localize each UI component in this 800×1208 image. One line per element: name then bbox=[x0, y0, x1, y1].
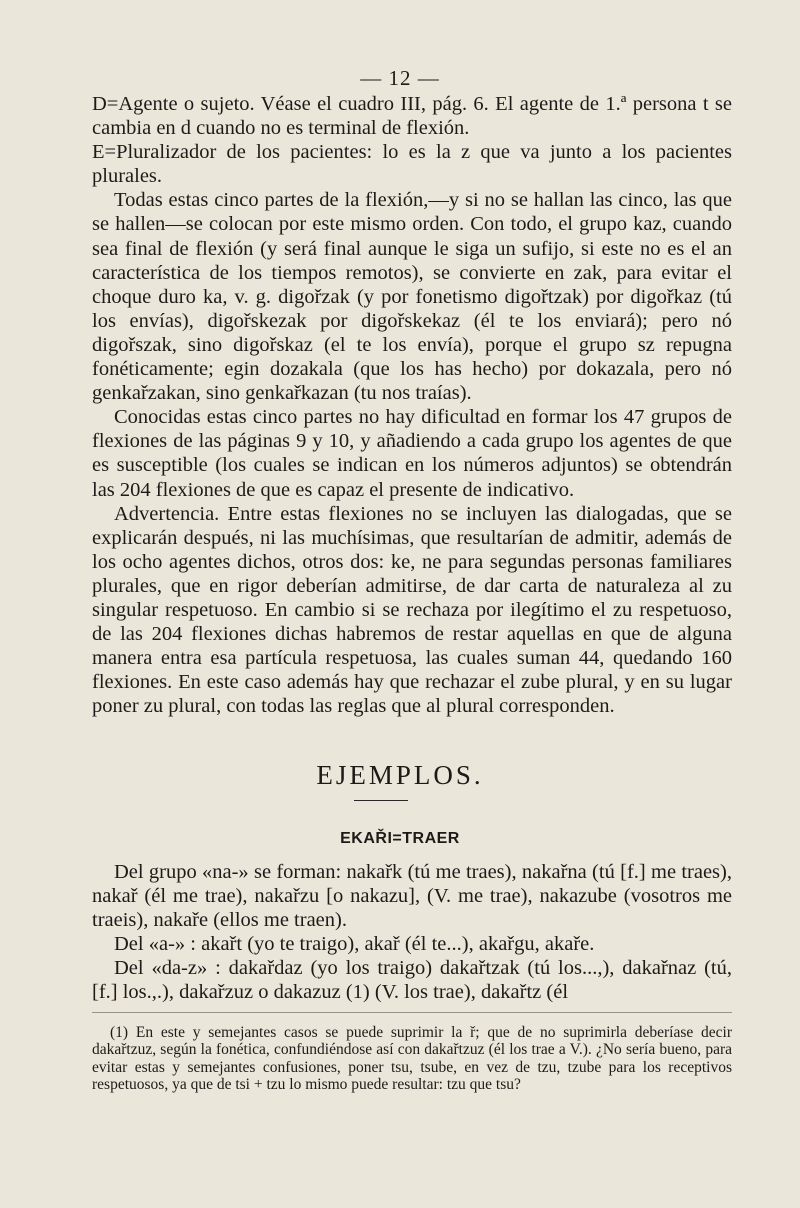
page-number: — 12 — bbox=[360, 66, 440, 90]
section-subheading: EKAŘI=TRAER bbox=[340, 830, 460, 847]
examples-text bbox=[92, 860, 732, 1005]
section-heading: EJEMPLOS. bbox=[316, 760, 484, 790]
example-a: Del «a-» : akařt (yo te traigo), akař (él te...), akařgu, akaře. bbox=[114, 933, 595, 956]
example-na: Del grupo «na-» se forman: nakařk (tú me traes), nakařna (tú [f.] me traes), nakař (él me trae), nakařzu [o nakazu], (V. me trae), nakazube (vosotros me traeis), nakaře (ellos me traen). bbox=[92, 861, 732, 932]
paragraph-cinco-partes: Todas estas cinco partes de la flexión,—y si no se hallan las cinco, las que se hallen—se colocan por este mismo orden. Con todo, el grupo kaz, cuando sea final de flexión (y será final aunque le siga un sufijo, si este no es el an característica de los tiempos remotos), se convierte en zak, para evitar el choque duro ka, v. g. digořzak (y por fonetismo digořtzak) por digořkaz (tú los envías), digořskezak por digořskekaz (él te los enviará); pero nó digořszak, sino digořskaz (el te los envía), porque el grupo sz repugna fonéticamente; egin dozakala (que los has hecho) por dokazala, pero nó genkařzakan, sino genkařkazan (tu nos traías). bbox=[92, 189, 732, 405]
example-da-z: Del «da-z» : dakařdaz (yo los traigo) dakařtzak (tú los...,), dakařnaz (tú, [f.] los.,.), dakařzuz o dakazuz (1) (V. los trae), dakařtz (él bbox=[92, 957, 732, 1004]
body-text bbox=[92, 92, 732, 718]
paragraph-conocidas: Conocidas estas cinco partes no hay dificultad en formar los 47 grupos de flexiones de las páginas 9 y 10, y añadiendo a cada grupo los agentes de que es susceptible (los cuales se indican en los números adjuntos) se obtendrán las 204 flexiones de que es capaz el presente de indicativo. bbox=[92, 406, 732, 501]
paragraph-advertencia: Advertencia. Entre estas flexiones no se incluyen las dialogadas, que se explicarán después, ni las muchísimas, que resultarían de admitir, además de los ocho agentes dichos, otros dos: ke, ne para segundas personas familiares plurales, que en rigor deberían admitirse, de dar carta de naturaleza al zu singular respetuoso. En cambio si se rechaza por ilegítimo el zu respetuoso, de las 204 flexiones dichas habremos de restar aquellas en que de alguna manera entra esa partícula respetuosa, las cuales suman 44, quedando 160 flexiones. En este caso además hay que rechazar el zube plural, y en su lugar poner zu plural, con todas las reglas que al plural corresponden. bbox=[92, 502, 732, 718]
paragraph-pluralizador: E=Pluralizador de los pacientes: lo es la z que va junto a los pacientes plurales. bbox=[92, 141, 732, 188]
footnote bbox=[92, 1024, 732, 1094]
footnote-text: (1) En este y semejantes casos se puede suprimir la ř; que de no suprimirla deberíase decir dakařtzuz, según la fonética, confundiéndose así con dakařtzuz (él los trae a V.). ¿No sería bueno, para evitar estas y semejantes confusiones, poner tsu, tsube, en vez de tzu, tzube para los receptivos respetuosos, ya que de tsi + tzu lo mismo puede resultar: tzu que tsu? bbox=[92, 1024, 732, 1094]
paragraph-agente: D=Agente o sujeto. Véase el cuadro III, pág. 6. El agente de 1.ª persona t se cambia en d cuando no es terminal de flexión. bbox=[92, 93, 732, 140]
footnote-divider bbox=[92, 1012, 732, 1013]
heading-divider bbox=[354, 800, 408, 801]
